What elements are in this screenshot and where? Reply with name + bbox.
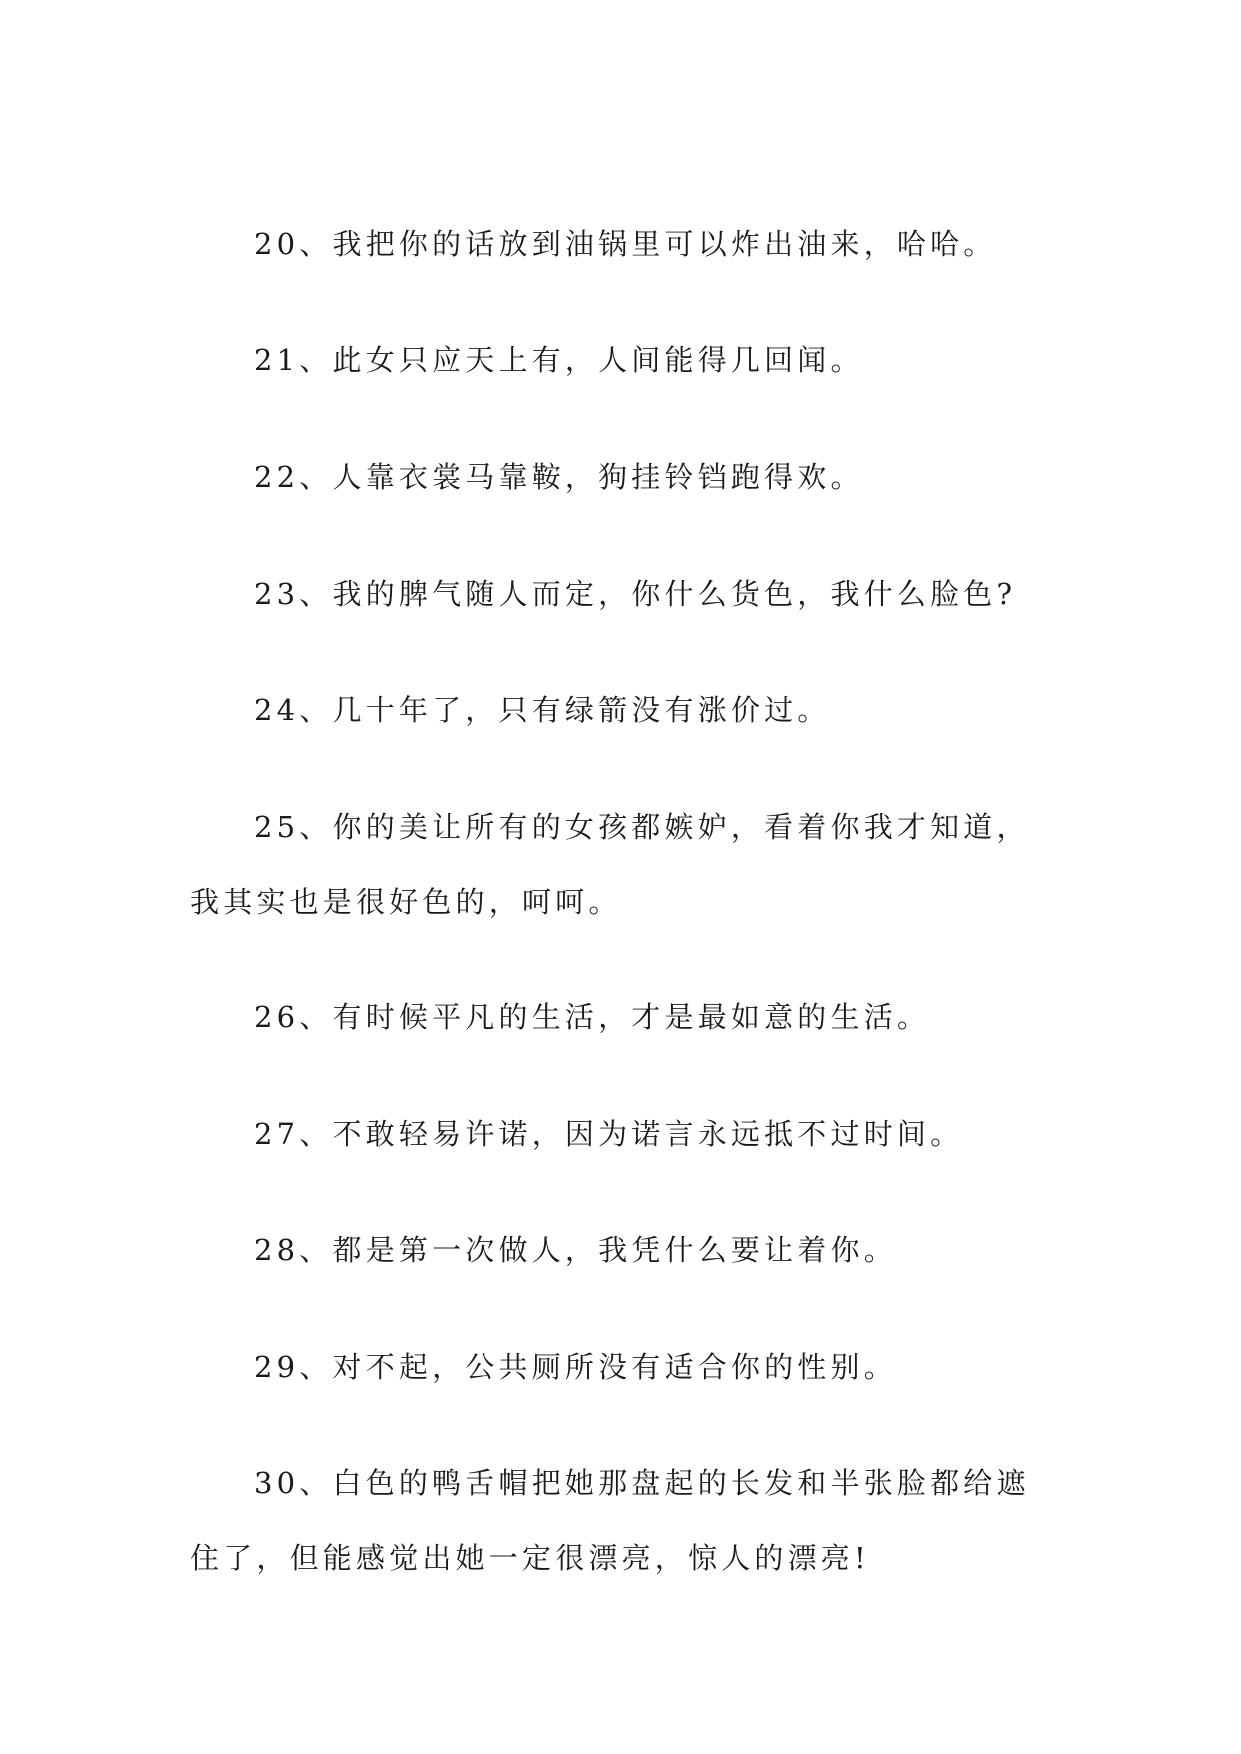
paragraph-23: 23、我的脾气随人而定，你什么货色，我什么脸色?: [254, 577, 1017, 611]
paragraph-20: 20、我把你的话放到油锅里可以炸出油来，哈哈。: [254, 227, 997, 261]
paragraph-29: 29、对不起，公共厕所没有适合你的性别。: [254, 1350, 897, 1384]
paragraph-21: 21、此女只应天上有，人间能得几回闻。: [254, 343, 864, 377]
paragraph-28: 28、都是第一次做人，我凭什么要让着你。: [254, 1233, 897, 1267]
paragraph-26: 26、有时候平凡的生活，才是最如意的生活。: [254, 1000, 931, 1034]
paragraph-24: 24、几十年了，只有绿箭没有涨价过。: [254, 693, 831, 727]
paragraph-25: 25、你的美让所有的女孩都嫉妒，看着你我才知道，我其实也是很好色的，呵呵。: [190, 810, 1030, 919]
paragraph-27: 27、不敢轻易许诺，因为诺言永远抵不过时间。: [254, 1117, 964, 1151]
paragraph-22: 22、人靠衣裳马靠鞍，狗挂铃铛跑得欢。: [254, 460, 864, 494]
paragraph-30: 30、白色的鸭舌帽把她那盘起的长发和半张脸都给遮住了，但能感觉出她一定很漂亮，惊人的漂亮!: [190, 1466, 1030, 1575]
